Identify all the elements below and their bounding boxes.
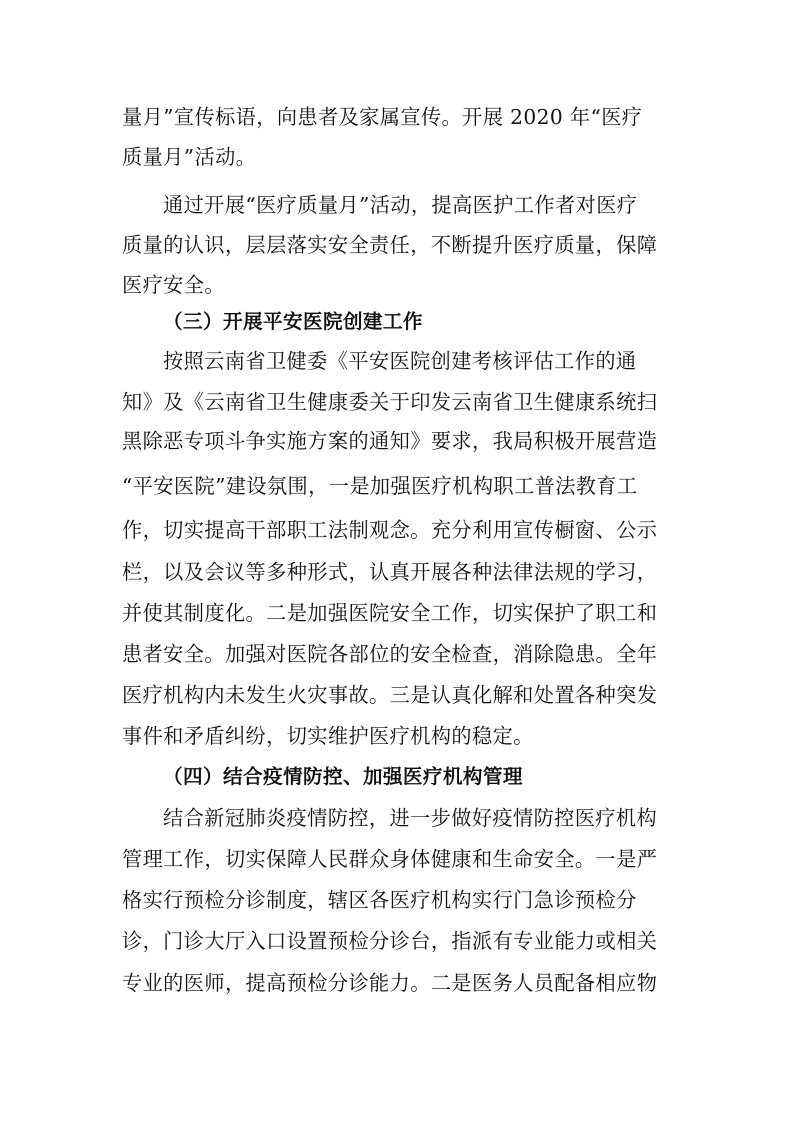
text-line: 格实行预检分诊制度，辖区各医疗机构实行门急诊预检分 bbox=[122, 888, 637, 912]
text-line: 质量的认识，层层落实安全责任，不断提升医疗质量，保障 bbox=[122, 233, 658, 257]
text-line: 栏，以及会议等多种形式，认真开展各种法律法规的学习， bbox=[122, 560, 658, 584]
text-line: “平安医院”建设氛围，一是加强医疗机构职工普法教育工 bbox=[122, 474, 638, 498]
text-line: 诊，门诊大厅入口设置预检分诊台，指派有专业能力或相关 bbox=[122, 929, 658, 953]
text-line: 并使其制度化。二是加强医院安全工作，切实保护了职工和 bbox=[122, 601, 658, 625]
text-line: 黑除恶专项斗争实施方案的通知》要求，我局积极开展营造 bbox=[122, 429, 658, 453]
text-line: 患者安全。加强对医院各部位的安全检查，消除隐患。全年 bbox=[122, 642, 658, 666]
section-heading-3: （三）开展平安医院创建工作 bbox=[163, 310, 423, 333]
text-line: 作，切实提高干部职工法制观念。充分利用宣传橱窗、公示 bbox=[122, 518, 658, 542]
text-line: 量月”宣传标语，向患者及家属宣传。开展 2020 年“医疗 bbox=[122, 105, 643, 129]
text-line: 医疗机构内未发生火灾事故。三是认真化解和处置各种突发 bbox=[122, 683, 658, 707]
paragraph-first-line: 按照云南省卫健委《平安医院创建考核评估工作的通 bbox=[163, 349, 637, 373]
paragraph-first-line: 结合新冠肺炎疫情防控，进一步做好疫情防控医疗机构 bbox=[163, 806, 658, 830]
paragraph-first-line: 通过开展“医疗质量月”活动，提高医护工作者对医疗 bbox=[163, 193, 638, 217]
text-line: 管理工作，切实保障人民群众身体健康和生命安全。一是严 bbox=[122, 847, 658, 871]
section-heading-4: （四）结合疫情防控、加强医疗机构管理 bbox=[163, 765, 523, 788]
text-line: 专业的医师，提高预检分诊能力。二是医务人员配备相应物 bbox=[122, 971, 658, 995]
text-line: 事件和矛盾纠纷，切实维护医疗机构的稳定。 bbox=[122, 724, 534, 748]
text-line: 质量月”活动。 bbox=[122, 145, 257, 169]
text-line: 知》及《云南省卫生健康委关于印发云南省卫生健康系统扫 bbox=[122, 390, 658, 414]
text-line: 医疗安全。 bbox=[122, 273, 225, 297]
